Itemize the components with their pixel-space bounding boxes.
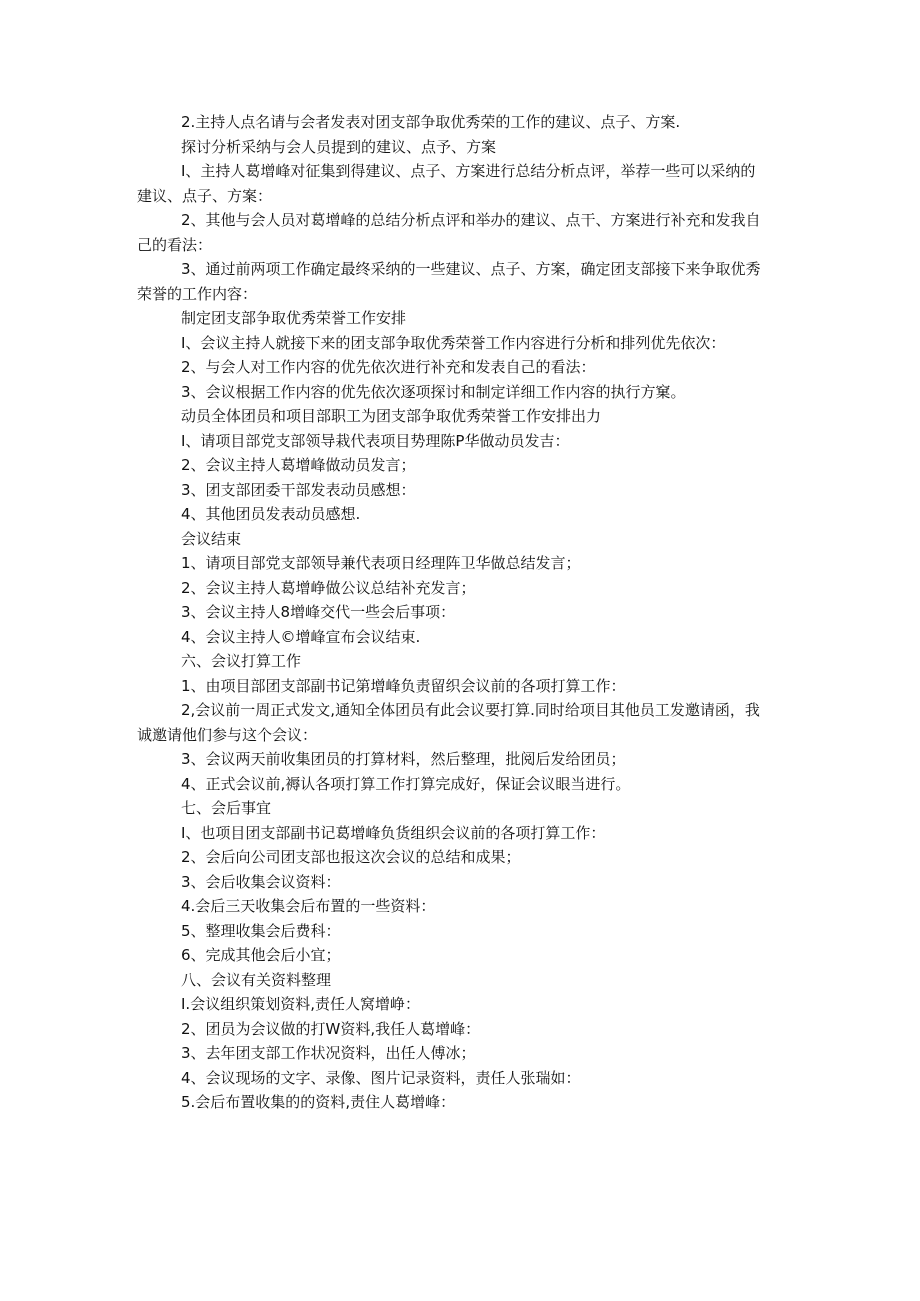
text-line: 3、团支部团委干部发表动员感想： [181,480,416,499]
text-line: I、请项目部党支部领导栽代表项目势理陈P华做动员发吉： [181,431,570,450]
section-heading: 制定团支部争取优秀荣誉工作安排 [181,309,407,327]
text-line: 2、会议主持人葛增峰做动员发言； [181,456,416,474]
text-line: 2、会后向公司团支部也报这次会议的总结和成果； [181,848,521,866]
text-line: 3、会议主持人8增峰交代一些会后事项： [181,603,456,621]
text-line: 3、会议根据工作内容的优先依次逐项探讨和制定详细工作内容的执行方窠。 [181,382,686,401]
text-line: 5.会后布置收集的的资料,责住人葛增峰： [181,1093,456,1111]
text-line: I、主持人葛增峰对征集到得建议、点子、方案进行总结分析点评，举荐一些可以采纳的 [181,162,756,180]
text-line: 诚邀请他们参与这个会议： [137,725,318,744]
text-line: 荣誉的工作内容： [137,284,258,303]
text-line: 探讨分析采纳与会人员提到的建议、点予、方案 [181,137,497,156]
section-heading: 六、会议打算工作 [181,652,302,670]
text-line: 4.会后三天收集会后布置的一些资料： [181,897,436,915]
section-heading: 会议结束 [181,529,242,548]
paragraph [137,208,761,257]
text-line: 3、会后收集会议资料： [181,872,341,891]
text-line: 3、通过前两项工作确定最终采纳的一些建议、点子、方案，确定团支部接下来争取优秀 [181,260,761,278]
text-line: 2、团员为会议做的打W资料,我任人葛增峰： [181,1019,481,1038]
text-line: 4、会议主持人©增峰宣布会议结束. [181,627,421,646]
paragraph [137,159,756,208]
text-line: 1、由项目部团支部副书记第增峰负责留织会议前的各项打算工作： [181,676,626,695]
text-line: I、会议主持人就接下来的团支部争取优秀荣誉工作内容进行分析和排列优先依次： [181,333,726,352]
paragraph [137,257,761,306]
text-line: 2、其他与会人员对葛增峰的总结分析点评和举办的建议、点干、方案进行补充和发我自 [181,211,761,229]
text-line: 5、整理收集会后费科： [181,921,341,940]
text-line: 3、会议两天前收集团员的打算材料，然后整理，批阅后发给团员； [181,750,626,768]
document-body [137,110,781,1115]
text-line: 2、与会人对工作内容的优先依次进行补充和发表自己的看法： [181,358,596,376]
section-heading: 八、会议有关资料整理 [181,970,332,989]
text-line: I.会议组织策划资料,责任人窝增峥： [181,995,420,1013]
text-line: 6、完成其他会后小宜； [181,946,341,964]
text-line: 1、请项目部党支部领导兼代表项日经理阵卫华做总结发言； [181,554,581,572]
text-line: 4、会议现场的文字、录像、图片记录资料，责任人张瑞如： [181,1068,581,1087]
section-heading: 七、会后事宜 [181,799,272,817]
paragraph [137,698,760,747]
text-line: 3、去年团支部工作状况资料，出任人傅冰； [181,1044,476,1062]
text-line: 己的看法： [137,235,213,254]
section-heading: 动员全体团员和项目部职工为团支部争取优秀荣誉工作安排出力 [181,407,602,425]
text-line: 4、其他团员发表动员感想. [181,505,361,523]
text-line: 2,会议前一周正式发文,通知全体团员有此会议要打算.同时给项目其他员工发邀请函，我 [181,701,760,719]
text-line: I、也项目团支部副书记葛增峰负货组织会议前的各项打算工作： [181,823,606,842]
text-line: 建议、点子、方案： [137,186,273,205]
text-line: 2、会议主持人葛增峥做公议总结补充发言； [181,578,476,597]
text-line: 2.主持人点名请与会者发表对团支部争取优秀荣的工作的建议、点子、方案. [181,113,681,131]
text-line: 4、正式会议前,褥认各项打算工作打算完成好，保证会议眼当进行。 [181,774,631,793]
